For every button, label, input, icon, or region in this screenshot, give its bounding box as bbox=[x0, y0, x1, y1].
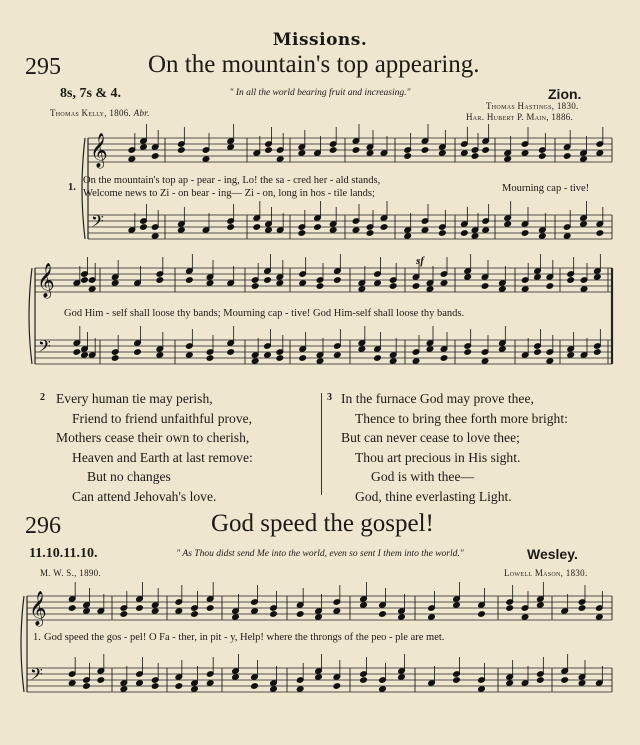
verse-line: Thou art precious in His sight. bbox=[355, 449, 521, 465]
note-head bbox=[426, 286, 434, 293]
treble-clef-icon: 𝄞 bbox=[37, 263, 55, 298]
bass-notes bbox=[464, 326, 506, 364]
note-head bbox=[251, 283, 259, 290]
note-head bbox=[111, 355, 119, 362]
note-head bbox=[506, 680, 514, 687]
bass-notes bbox=[299, 329, 341, 364]
treble-notes bbox=[360, 582, 406, 620]
treble-notes bbox=[461, 124, 490, 159]
note-head bbox=[499, 286, 507, 293]
note-head bbox=[333, 683, 341, 690]
note-head bbox=[563, 153, 571, 160]
note-head bbox=[567, 277, 575, 284]
note-head bbox=[481, 358, 489, 365]
composer-credit: Lowell Mason, 1830. bbox=[504, 568, 588, 578]
verse-line: God, thine everlasting Light. bbox=[355, 488, 512, 504]
note-head bbox=[379, 686, 387, 693]
note-head bbox=[316, 358, 324, 365]
note-head bbox=[276, 280, 284, 287]
note-head bbox=[537, 677, 545, 684]
note-head bbox=[134, 349, 142, 356]
bass-notes bbox=[461, 204, 490, 239]
hymn-meter: 8s, 7s & 4. bbox=[60, 86, 122, 101]
note-head bbox=[421, 227, 429, 234]
verse-line: In the furnace God may prove thee, bbox=[341, 391, 534, 406]
treble-notes bbox=[178, 124, 235, 162]
note-head bbox=[478, 611, 486, 618]
verse-line: Friend to friend unfaithful prove, bbox=[72, 410, 253, 426]
treble-notes bbox=[563, 127, 603, 162]
bass-notes bbox=[506, 657, 544, 686]
treble-notes bbox=[232, 585, 278, 620]
treble-notes bbox=[111, 257, 163, 286]
treble-notes bbox=[128, 124, 159, 162]
note-head bbox=[539, 233, 547, 240]
note-head bbox=[389, 358, 397, 365]
note-head bbox=[398, 614, 406, 621]
note-head bbox=[202, 156, 210, 163]
note-head bbox=[316, 283, 324, 290]
treble-notes bbox=[352, 124, 388, 156]
note-head bbox=[334, 352, 342, 359]
bass-notes bbox=[360, 654, 406, 692]
note-head bbox=[276, 156, 284, 163]
note-head bbox=[534, 274, 542, 281]
note-head bbox=[264, 352, 272, 359]
harmonizer-credit: Har. Hubert P. Main, 1886. bbox=[466, 112, 574, 122]
note-head bbox=[265, 227, 273, 234]
note-head bbox=[521, 150, 529, 157]
bass-notes bbox=[563, 201, 603, 239]
note-head bbox=[68, 605, 76, 612]
note-head bbox=[151, 233, 159, 240]
note-head bbox=[315, 674, 323, 681]
note-head bbox=[421, 147, 429, 154]
treble-notes bbox=[296, 585, 340, 620]
treble-notes bbox=[358, 257, 397, 292]
bass-notes bbox=[412, 326, 448, 364]
note-head bbox=[227, 224, 235, 231]
note-head bbox=[580, 221, 588, 228]
bass-notes bbox=[521, 329, 553, 364]
lyric-line-1: God speed the gos - pel! O Fa - ther, in pit - y, Help! where the throngs of the peo - ple are met. bbox=[44, 632, 445, 643]
note-head bbox=[521, 286, 529, 293]
bass-notes bbox=[175, 657, 214, 692]
treble-notes bbox=[186, 254, 235, 286]
note-head bbox=[578, 605, 586, 612]
note-head bbox=[83, 683, 91, 690]
note-head bbox=[482, 227, 490, 234]
note-head bbox=[464, 349, 472, 356]
note-head bbox=[352, 147, 360, 154]
hymn-epigraph: " In all the world bearing fruit and increasing." bbox=[229, 88, 411, 98]
note-head bbox=[546, 358, 554, 365]
note-head bbox=[298, 230, 306, 237]
note-head bbox=[521, 614, 529, 621]
note-head bbox=[594, 349, 602, 356]
section-title: Missions. bbox=[272, 30, 368, 50]
composer-credit: Thomas Hastings, 1830. bbox=[486, 101, 579, 111]
note-head bbox=[440, 355, 448, 362]
note-head bbox=[298, 150, 306, 157]
verse-line: Can attend Jehovah's love. bbox=[72, 488, 217, 504]
bass-notes bbox=[504, 201, 546, 239]
bass-staff bbox=[88, 215, 612, 239]
note-head bbox=[178, 227, 186, 234]
note-head bbox=[461, 150, 469, 157]
bass-notes bbox=[567, 329, 601, 358]
note-head bbox=[253, 224, 261, 231]
note-head bbox=[360, 602, 368, 609]
note-head bbox=[578, 680, 586, 687]
note-head bbox=[539, 153, 547, 160]
note-head bbox=[120, 611, 128, 618]
note-head bbox=[561, 677, 569, 684]
brace bbox=[29, 268, 32, 364]
note-head bbox=[482, 147, 490, 154]
note-head bbox=[358, 286, 366, 293]
hymn-meter: 11.10.11.10. bbox=[29, 546, 98, 561]
note-head bbox=[360, 677, 368, 684]
treble-notes bbox=[253, 127, 284, 162]
verse-line: Mothers cease their own to cherish, bbox=[56, 430, 250, 445]
tune-name: Wesley. bbox=[527, 546, 578, 562]
note-head bbox=[537, 602, 545, 609]
note-head bbox=[315, 614, 323, 621]
note-head bbox=[296, 611, 304, 618]
treble-notes bbox=[504, 127, 546, 162]
note-head bbox=[232, 674, 240, 681]
note-head bbox=[358, 346, 366, 353]
bass-notes bbox=[428, 657, 486, 692]
note-head bbox=[596, 614, 604, 621]
note-head bbox=[329, 227, 337, 234]
note-head bbox=[580, 156, 588, 163]
bass-notes bbox=[404, 204, 446, 239]
verse-line: Heaven and Earth at last remove: bbox=[72, 449, 253, 465]
note-head bbox=[88, 286, 96, 293]
note-head bbox=[481, 283, 489, 290]
treble-notes bbox=[521, 254, 553, 292]
treble-notes bbox=[175, 582, 214, 617]
note-head bbox=[534, 349, 542, 356]
verse-marker-1: 1. bbox=[33, 632, 41, 643]
note-head bbox=[81, 277, 89, 284]
lyric-line-system2: God Him - self shall loose thy bands; Mourning cap - tive! God Him-self shall loose thy bands. bbox=[64, 308, 465, 319]
note-head bbox=[156, 277, 164, 284]
lyric-line-1: On the mountain's top ap - pear - ing, Lo! the sa - cred her - ald stands, bbox=[83, 175, 381, 186]
treble-notes bbox=[68, 582, 104, 614]
note-head bbox=[439, 150, 447, 157]
note-head bbox=[404, 153, 412, 160]
bass-notes bbox=[73, 326, 96, 358]
treble-notes bbox=[120, 582, 159, 617]
bass-notes bbox=[68, 654, 104, 689]
author-note: Abr. bbox=[133, 108, 150, 118]
verse-line: God is with thee— bbox=[371, 469, 475, 484]
bass-notes bbox=[232, 654, 278, 692]
note-head bbox=[186, 352, 194, 359]
note-head bbox=[389, 283, 397, 290]
note-head bbox=[270, 611, 278, 618]
bass-clef-icon: 𝄢 bbox=[30, 664, 43, 688]
note-head bbox=[227, 349, 235, 356]
bass-notes bbox=[358, 326, 397, 364]
note-head bbox=[151, 608, 159, 615]
bass-clef-icon: 𝄢 bbox=[91, 211, 104, 235]
note-head bbox=[136, 680, 144, 687]
note-head bbox=[251, 608, 259, 615]
treble-notes bbox=[428, 582, 486, 620]
note-head bbox=[140, 144, 148, 151]
note-head bbox=[428, 614, 436, 621]
note-head bbox=[546, 283, 554, 290]
note-head bbox=[178, 147, 186, 154]
note-head bbox=[412, 283, 420, 290]
brace bbox=[21, 596, 24, 692]
note-head bbox=[136, 605, 144, 612]
note-head bbox=[175, 683, 183, 690]
note-head bbox=[461, 230, 469, 237]
note-head bbox=[412, 358, 420, 365]
note-head bbox=[506, 605, 514, 612]
note-head bbox=[206, 355, 214, 362]
verse-line: Thence to bring thee forth more bright: bbox=[355, 410, 568, 426]
note-head bbox=[333, 608, 341, 615]
note-head bbox=[329, 147, 337, 154]
note-head bbox=[374, 280, 382, 287]
bass-notes bbox=[128, 204, 159, 239]
treble-notes bbox=[299, 254, 341, 289]
hymn-epigraph: " As Thou didst send Me into the world, even so sent I them into the world." bbox=[176, 549, 464, 559]
note-head bbox=[352, 227, 360, 234]
note-head bbox=[563, 233, 571, 240]
note-head bbox=[504, 221, 512, 228]
note-head bbox=[478, 686, 486, 693]
note-head bbox=[151, 683, 159, 690]
note-head bbox=[380, 224, 388, 231]
note-head bbox=[596, 150, 604, 157]
note-head bbox=[175, 608, 183, 615]
note-head bbox=[251, 358, 259, 365]
note-head bbox=[580, 286, 588, 293]
note-head bbox=[453, 602, 461, 609]
treble-notes bbox=[404, 124, 446, 159]
note-head bbox=[453, 677, 461, 684]
treble-notes bbox=[506, 582, 544, 620]
note-head bbox=[439, 230, 447, 237]
treble-notes bbox=[251, 254, 283, 289]
bass-notes bbox=[178, 204, 235, 233]
dynamic-mark: sf bbox=[416, 255, 424, 267]
note-head bbox=[73, 349, 81, 356]
author-credit: M. W. S., 1890. bbox=[40, 568, 102, 578]
note-head bbox=[128, 156, 136, 163]
note-head bbox=[97, 677, 105, 684]
bass-notes bbox=[251, 329, 283, 364]
author-credit-text: Thomas Kelly, 1806. bbox=[50, 108, 132, 118]
note-head bbox=[594, 274, 602, 281]
note-head bbox=[374, 355, 382, 362]
treble-staff bbox=[88, 138, 612, 162]
note-head bbox=[314, 224, 322, 231]
note-head bbox=[499, 346, 507, 353]
treble-notes bbox=[73, 257, 96, 292]
treble-notes bbox=[561, 585, 603, 620]
bass-notes bbox=[111, 326, 163, 361]
note-head bbox=[191, 611, 199, 618]
note-head bbox=[206, 280, 214, 287]
note-head bbox=[206, 605, 214, 612]
treble-clef-icon: 𝄞 bbox=[90, 133, 108, 168]
hymn-number: 295 bbox=[25, 54, 61, 80]
note-head bbox=[83, 608, 91, 615]
bass-notes bbox=[298, 201, 337, 236]
tune-name: Zion. bbox=[548, 86, 582, 102]
hymn-title: God speed the gospel! bbox=[211, 510, 434, 537]
verse-number-2: 2 bbox=[40, 392, 45, 403]
note-head bbox=[140, 224, 148, 231]
note-head bbox=[440, 280, 448, 287]
bass-clef-icon: 𝄢 bbox=[38, 336, 51, 360]
note-head bbox=[471, 153, 479, 160]
hymn-number: 296 bbox=[25, 513, 61, 539]
note-head bbox=[426, 346, 434, 353]
note-head bbox=[68, 680, 76, 687]
note-head bbox=[567, 352, 575, 359]
treble-clef-icon: 𝄞 bbox=[29, 591, 47, 626]
note-head bbox=[156, 352, 164, 359]
note-head bbox=[398, 674, 406, 681]
note-head bbox=[379, 611, 387, 618]
note-head bbox=[334, 277, 342, 284]
treble-notes bbox=[298, 127, 337, 156]
lyric-line-2: Welcome news to Zi - on bear - ing— Zi - on, long in hos - tile lands; bbox=[83, 188, 375, 199]
bass-notes bbox=[561, 654, 603, 686]
note-head bbox=[111, 280, 119, 287]
note-head bbox=[404, 233, 412, 240]
verse-number-3: 3 bbox=[327, 392, 332, 403]
treble-notes bbox=[567, 254, 601, 292]
note-head bbox=[81, 352, 89, 359]
note-head bbox=[299, 280, 307, 287]
verse-marker-1: 1. bbox=[68, 182, 76, 193]
note-head bbox=[151, 153, 159, 160]
bass-notes bbox=[253, 201, 284, 233]
note-head bbox=[299, 355, 307, 362]
hymn-title: On the mountain's top appearing. bbox=[148, 51, 480, 78]
note-head bbox=[270, 686, 278, 693]
note-head bbox=[264, 277, 272, 284]
note-head bbox=[191, 686, 199, 693]
note-head bbox=[471, 233, 479, 240]
note-head bbox=[206, 680, 214, 687]
note-head bbox=[366, 150, 374, 157]
note-head bbox=[227, 144, 235, 151]
bass-notes bbox=[186, 326, 235, 361]
note-head bbox=[596, 230, 604, 237]
lyric-ending: Mourning cap - tive! bbox=[502, 183, 590, 194]
note-head bbox=[504, 156, 512, 163]
note-head bbox=[521, 230, 529, 237]
treble-notes bbox=[464, 254, 506, 292]
verse-line: But no changes bbox=[87, 469, 171, 484]
note-head bbox=[232, 614, 240, 621]
bass-notes bbox=[120, 657, 159, 692]
bass-notes bbox=[296, 654, 340, 692]
note-head bbox=[276, 355, 284, 362]
note-head bbox=[120, 686, 128, 693]
bass-notes bbox=[352, 201, 388, 236]
note-head bbox=[296, 686, 304, 693]
note-head bbox=[464, 274, 472, 281]
note-head bbox=[251, 683, 259, 690]
note-head bbox=[366, 230, 374, 237]
note-head bbox=[265, 147, 273, 154]
verse-line: But can never cease to love thee; bbox=[341, 430, 520, 445]
verse-line: Every human tie may perish, bbox=[56, 391, 213, 406]
column-divider bbox=[321, 393, 322, 495]
note-head bbox=[186, 277, 194, 284]
